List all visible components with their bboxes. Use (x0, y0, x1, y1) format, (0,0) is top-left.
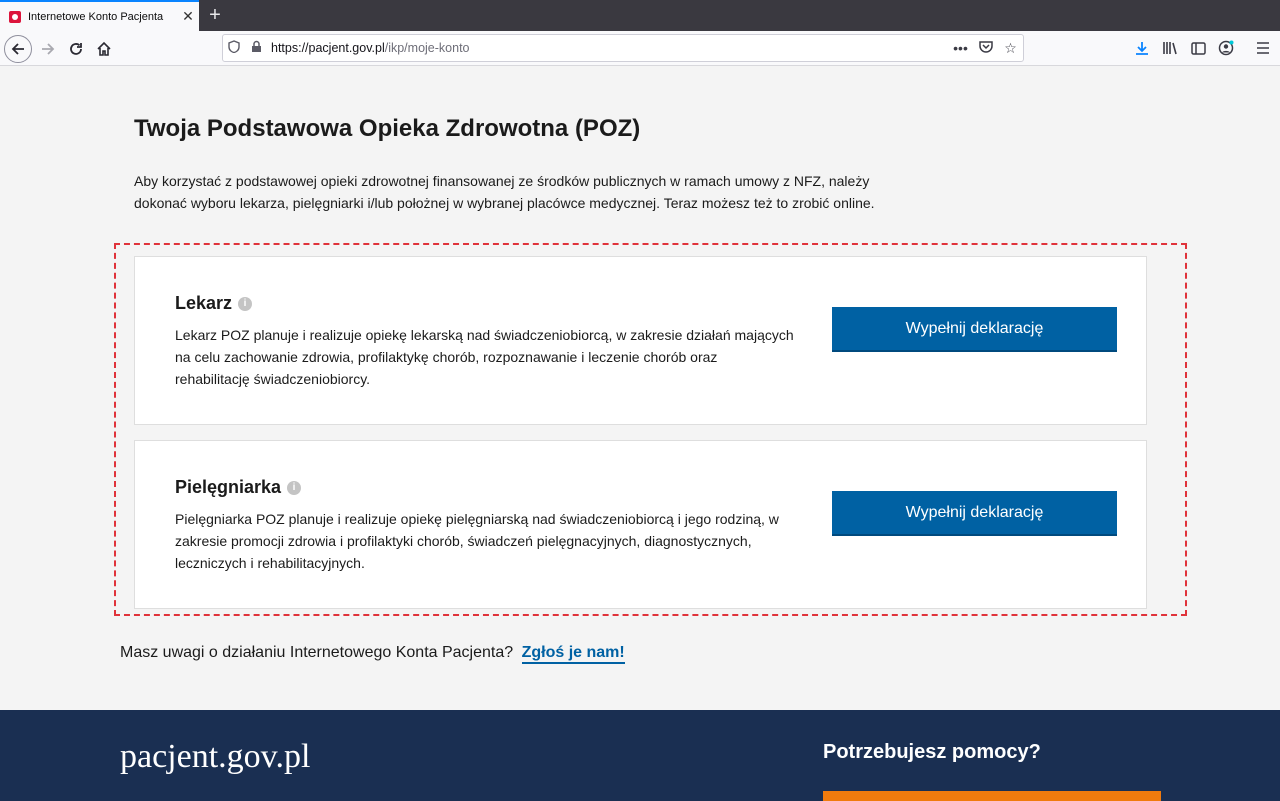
forward-icon (40, 41, 56, 57)
back-button[interactable] (4, 35, 32, 63)
url-path: /ikp/moje-konto (384, 41, 470, 55)
tab-title: Internetowe Konto Pacjenta (28, 10, 164, 23)
url-text[interactable] (267, 41, 948, 55)
active-tab[interactable] (0, 0, 199, 31)
help-button[interactable] (823, 791, 1161, 801)
fill-declaration-button-pielegniarka[interactable]: Wypełnij deklarację (832, 491, 1117, 536)
tab-bar (0, 0, 1280, 31)
reload-icon (68, 41, 84, 57)
feedback-link[interactable]: Zgłoś je nam! (522, 644, 625, 664)
info-icon[interactable]: i (287, 481, 301, 495)
help-heading: Potrzebujesz pomocy? (823, 741, 1041, 763)
new-tab-button[interactable]: + (209, 4, 221, 26)
forward-button[interactable] (34, 35, 62, 63)
nav-bar (0, 31, 1280, 66)
lock-icon[interactable] (245, 40, 267, 56)
card-lekarz (134, 256, 1147, 425)
home-icon (96, 41, 112, 57)
card-description: Lekarz POZ planuje i realizuje opiekę lekarską nad świadczeniobiorcą, w zakresie działań mających na celu zachowanie zdrowia, profilaktykę chorób, rozpoznawanie i leczenie chorób oraz rehabilitację świadczeniobiorcy. (175, 327, 794, 387)
back-icon (10, 41, 26, 57)
favicon-icon (9, 11, 21, 23)
feedback-text: Masz uwagi o działaniu Internetowego Konta Pacjenta? (120, 644, 514, 661)
page-content (0, 67, 1280, 710)
url-host: https://pacjent.gov.pl (271, 41, 385, 55)
card-pielegniarka (134, 440, 1147, 609)
intro-text: Aby korzystać z podstawowej opieki zdrowotnej finansowanej ze środków publicznych w ramach umowy z NFZ, należy dokonać wyboru lekarza, pielęgniarki i/lub położnej w wybranej placówce medycznej. Teraz możesz też to zrobić online. (134, 173, 875, 211)
menu-icon[interactable] (1250, 35, 1276, 61)
info-icon[interactable]: i (238, 297, 252, 311)
home-button[interactable] (90, 35, 118, 63)
star-icon[interactable]: ☆ (1004, 39, 1017, 56)
more-icon[interactable]: ••• (953, 40, 968, 56)
sidebar-icon[interactable] (1185, 35, 1211, 61)
card-heading-text: Lekarz (175, 293, 233, 313)
pocket-icon[interactable] (973, 40, 998, 56)
library-icon[interactable] (1157, 35, 1183, 61)
shield-icon[interactable] (223, 40, 245, 56)
card-description: Pielęgniarka POZ planuje i realizuje opiekę pielęgniarską nad świadczeniobiorcą i jego rodziną, w zakresie promocji zdrowia i profilaktyki chorób, świadczeń pielęgnacyjnych, diagnostycznych, leczniczych i rehabilitacyjnych. (175, 511, 779, 571)
footer-brand[interactable]: pacjent.gov.pl (120, 738, 311, 775)
fill-declaration-button-lekarz[interactable]: Wypełnij deklarację (832, 307, 1117, 352)
feedback-line (120, 644, 625, 662)
page-title: Twoja Podstawowa Opieka Zdrowotna (POZ) (134, 115, 641, 142)
download-icon[interactable] (1129, 35, 1155, 61)
card-heading (175, 477, 301, 498)
card-heading-text: Pielęgniarka (175, 477, 282, 497)
account-icon[interactable] (1213, 35, 1239, 61)
reload-button[interactable] (62, 35, 90, 63)
footer (0, 710, 1280, 801)
close-tab-icon[interactable]: ✕ (182, 8, 194, 24)
url-bar[interactable] (222, 34, 1024, 62)
card-heading (175, 293, 252, 314)
